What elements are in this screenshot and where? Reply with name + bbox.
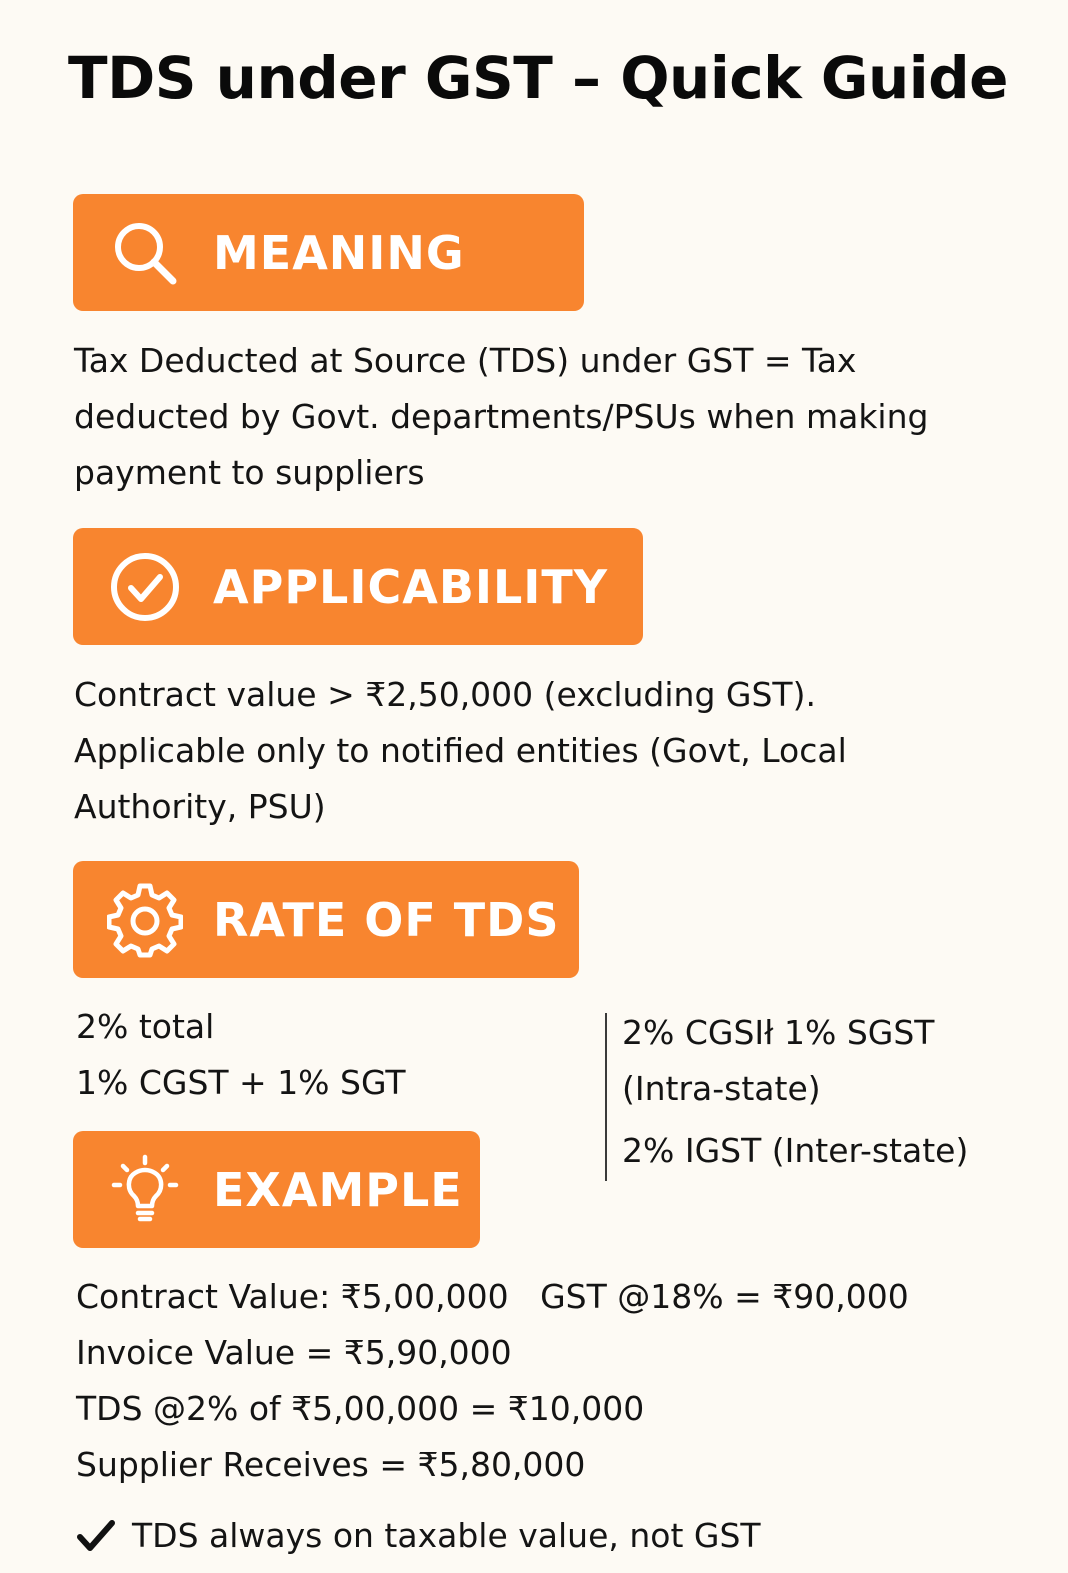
meaning-line: Tax Deducted at Source (TDS) under GST = Tax [74, 341, 857, 380]
lightbulb-icon [107, 1152, 183, 1228]
example-label: EXAMPLE [213, 1162, 463, 1217]
meaning-line: deducted by Govt. departments/PSUs when making [74, 397, 929, 436]
example-line: Supplier Receives = ₹5,80,000 [76, 1445, 586, 1484]
rate-line: 2% CGSIł 1% SGST [622, 1013, 935, 1052]
note-text: TDS always on taxable value, not GST [132, 1516, 761, 1555]
rate-label: RATE OF TDS [213, 892, 560, 947]
rate-right-text [622, 1005, 968, 1179]
meaning-line: payment to suppliers [74, 453, 425, 492]
rate-divider [605, 1013, 607, 1181]
check-circle-icon [107, 549, 183, 625]
meaning-text [74, 333, 928, 501]
example-header [73, 1131, 480, 1248]
example-line: TDS @2% of ₹5,00,000 = ₹10,000 [76, 1389, 645, 1428]
rate-left-text [76, 999, 406, 1111]
applicability-label: APPLICABILITY [213, 559, 609, 614]
applicability-header [73, 528, 643, 645]
applicability-line: Applicable only to notified entities (Govt, Local [74, 731, 847, 770]
example-text [76, 1269, 909, 1493]
rate-line: 2% IGST (Inter-state) [622, 1131, 969, 1170]
page-title: TDS under GST – Quick Guide [68, 44, 1008, 112]
applicability-text [74, 667, 847, 835]
example-line: Contract Value: ₹5,00,000 GST @18% = ₹90,000 [76, 1277, 909, 1316]
rate-line: 2% total [76, 1007, 215, 1046]
meaning-label: MEANING [213, 225, 465, 280]
example-line: Invoice Value = ₹5,90,000 [76, 1333, 512, 1372]
applicability-line: Authority, PSU) [74, 787, 326, 826]
applicability-line: Contract value > ₹2,50,000 (excluding GST). [74, 675, 816, 714]
gear-icon [107, 882, 183, 958]
note [76, 1508, 761, 1564]
rate-header [73, 861, 579, 978]
checkmark-icon [76, 1516, 116, 1556]
search-icon [107, 215, 183, 291]
meaning-header [73, 194, 584, 311]
rate-line: (Intra-state) [622, 1069, 821, 1108]
rate-line: 1% CGST + 1% SGT [76, 1063, 406, 1102]
